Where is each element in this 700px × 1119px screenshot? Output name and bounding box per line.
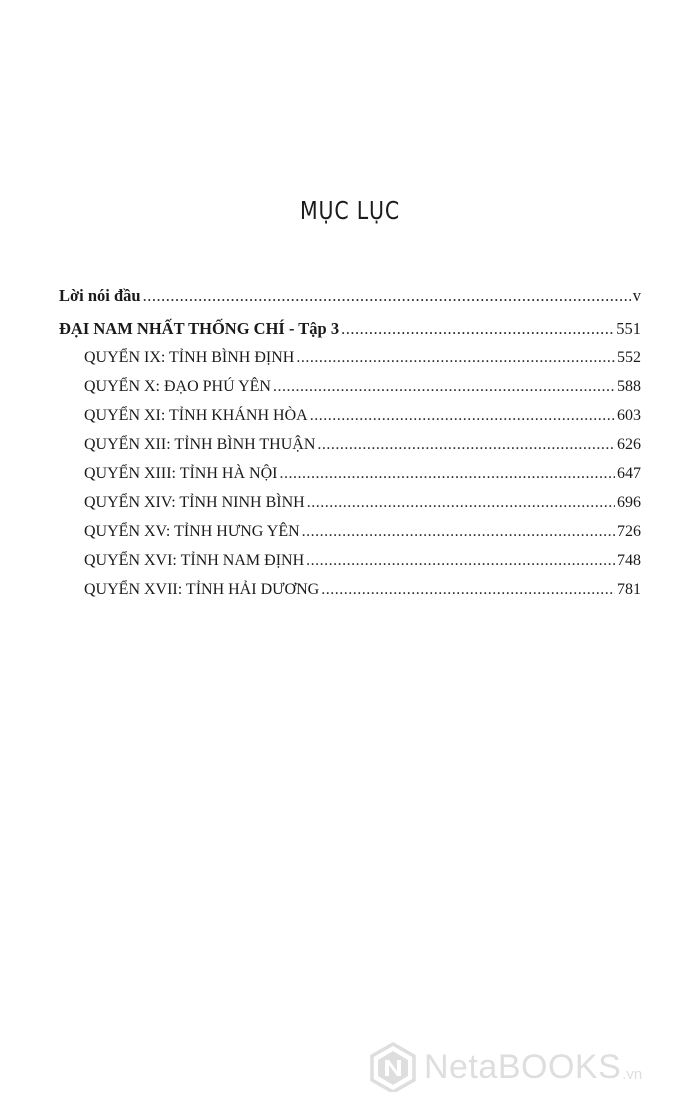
- toc-entry-page: 626: [617, 436, 641, 453]
- toc-entry-label: QUYỂN XVII: TỈNH HẢI DƯƠNG: [84, 581, 320, 598]
- toc-leader-dots: [317, 430, 615, 459]
- toc-entry-preface[interactable]: [59, 281, 641, 310]
- toc-entry-label: QUYỂN XIV: TỈNH NINH BÌNH: [84, 494, 305, 511]
- netabooks-logo-icon: [368, 1042, 418, 1092]
- toc-entry-chapter[interactable]: [59, 401, 641, 430]
- toc-entry-label: QUYỂN XI: TỈNH KHÁNH HÒA: [84, 407, 308, 424]
- watermark: [368, 1041, 642, 1093]
- toc-leader-dots: [310, 401, 615, 430]
- toc-leader-dots: [321, 575, 615, 604]
- toc-entry-chapter[interactable]: [59, 488, 641, 517]
- toc-entry-page: 696: [617, 494, 641, 511]
- toc-entry-label: QUYỂN X: ĐẠO PHÚ YÊN: [84, 378, 271, 395]
- toc-leader-dots: [341, 314, 614, 343]
- toc-entry-chapter[interactable]: [59, 517, 641, 546]
- watermark-suffix: .vn: [622, 1065, 643, 1083]
- watermark-text: NetaBOOKS: [424, 1047, 622, 1086]
- table-of-contents: [59, 281, 641, 604]
- toc-entry-chapter[interactable]: [59, 546, 641, 575]
- toc-leader-dots: [306, 546, 615, 575]
- toc-entry-page: 726: [617, 523, 641, 540]
- toc-entry-page: 781: [617, 581, 641, 598]
- toc-entry-page: 603: [617, 407, 641, 424]
- page-title: MỤC LỤC: [299, 196, 401, 225]
- toc-entry-page: 551: [616, 319, 641, 338]
- toc-leader-dots: [279, 459, 615, 488]
- toc-entry-label: QUYỂN XIII: TỈNH HÀ NỘI: [84, 465, 278, 482]
- toc-entry-chapter[interactable]: [59, 575, 641, 604]
- toc-entry-label: QUYỂN XVI: TỈNH NAM ĐỊNH: [84, 552, 305, 569]
- toc-entry-page: 588: [617, 378, 641, 395]
- toc-entry-label: QUYỂN XV: TỈNH HƯNG YÊN: [84, 523, 300, 540]
- toc-leader-dots: [307, 488, 615, 517]
- toc-entry-label: QUYỂN IX: TỈNH BÌNH ĐỊNH: [84, 349, 295, 366]
- toc-entry-label: Lời nói đầu: [59, 286, 141, 305]
- toc-leader-dots: [302, 517, 615, 546]
- toc-entry-page: 748: [617, 552, 641, 569]
- toc-entry-label: QUYỂN XII: TỈNH BÌNH THUẬN: [84, 436, 316, 453]
- toc-leader-dots: [273, 372, 615, 401]
- toc-leader-dots: [296, 343, 615, 372]
- toc-entry-chapter[interactable]: [59, 459, 641, 488]
- toc-entry-chapter[interactable]: [59, 430, 641, 459]
- toc-entry-volume[interactable]: [59, 314, 641, 343]
- toc-entry-label: ĐẠI NAM NHẤT THỐNG CHÍ - Tập 3: [59, 319, 340, 338]
- toc-entry-chapter[interactable]: [59, 372, 641, 401]
- toc-leader-dots: [143, 281, 631, 310]
- toc-entry-page: 647: [617, 465, 641, 482]
- toc-entry-chapter[interactable]: [59, 343, 641, 372]
- toc-entry-page: 552: [617, 349, 641, 366]
- toc-entry-page: v: [632, 286, 641, 305]
